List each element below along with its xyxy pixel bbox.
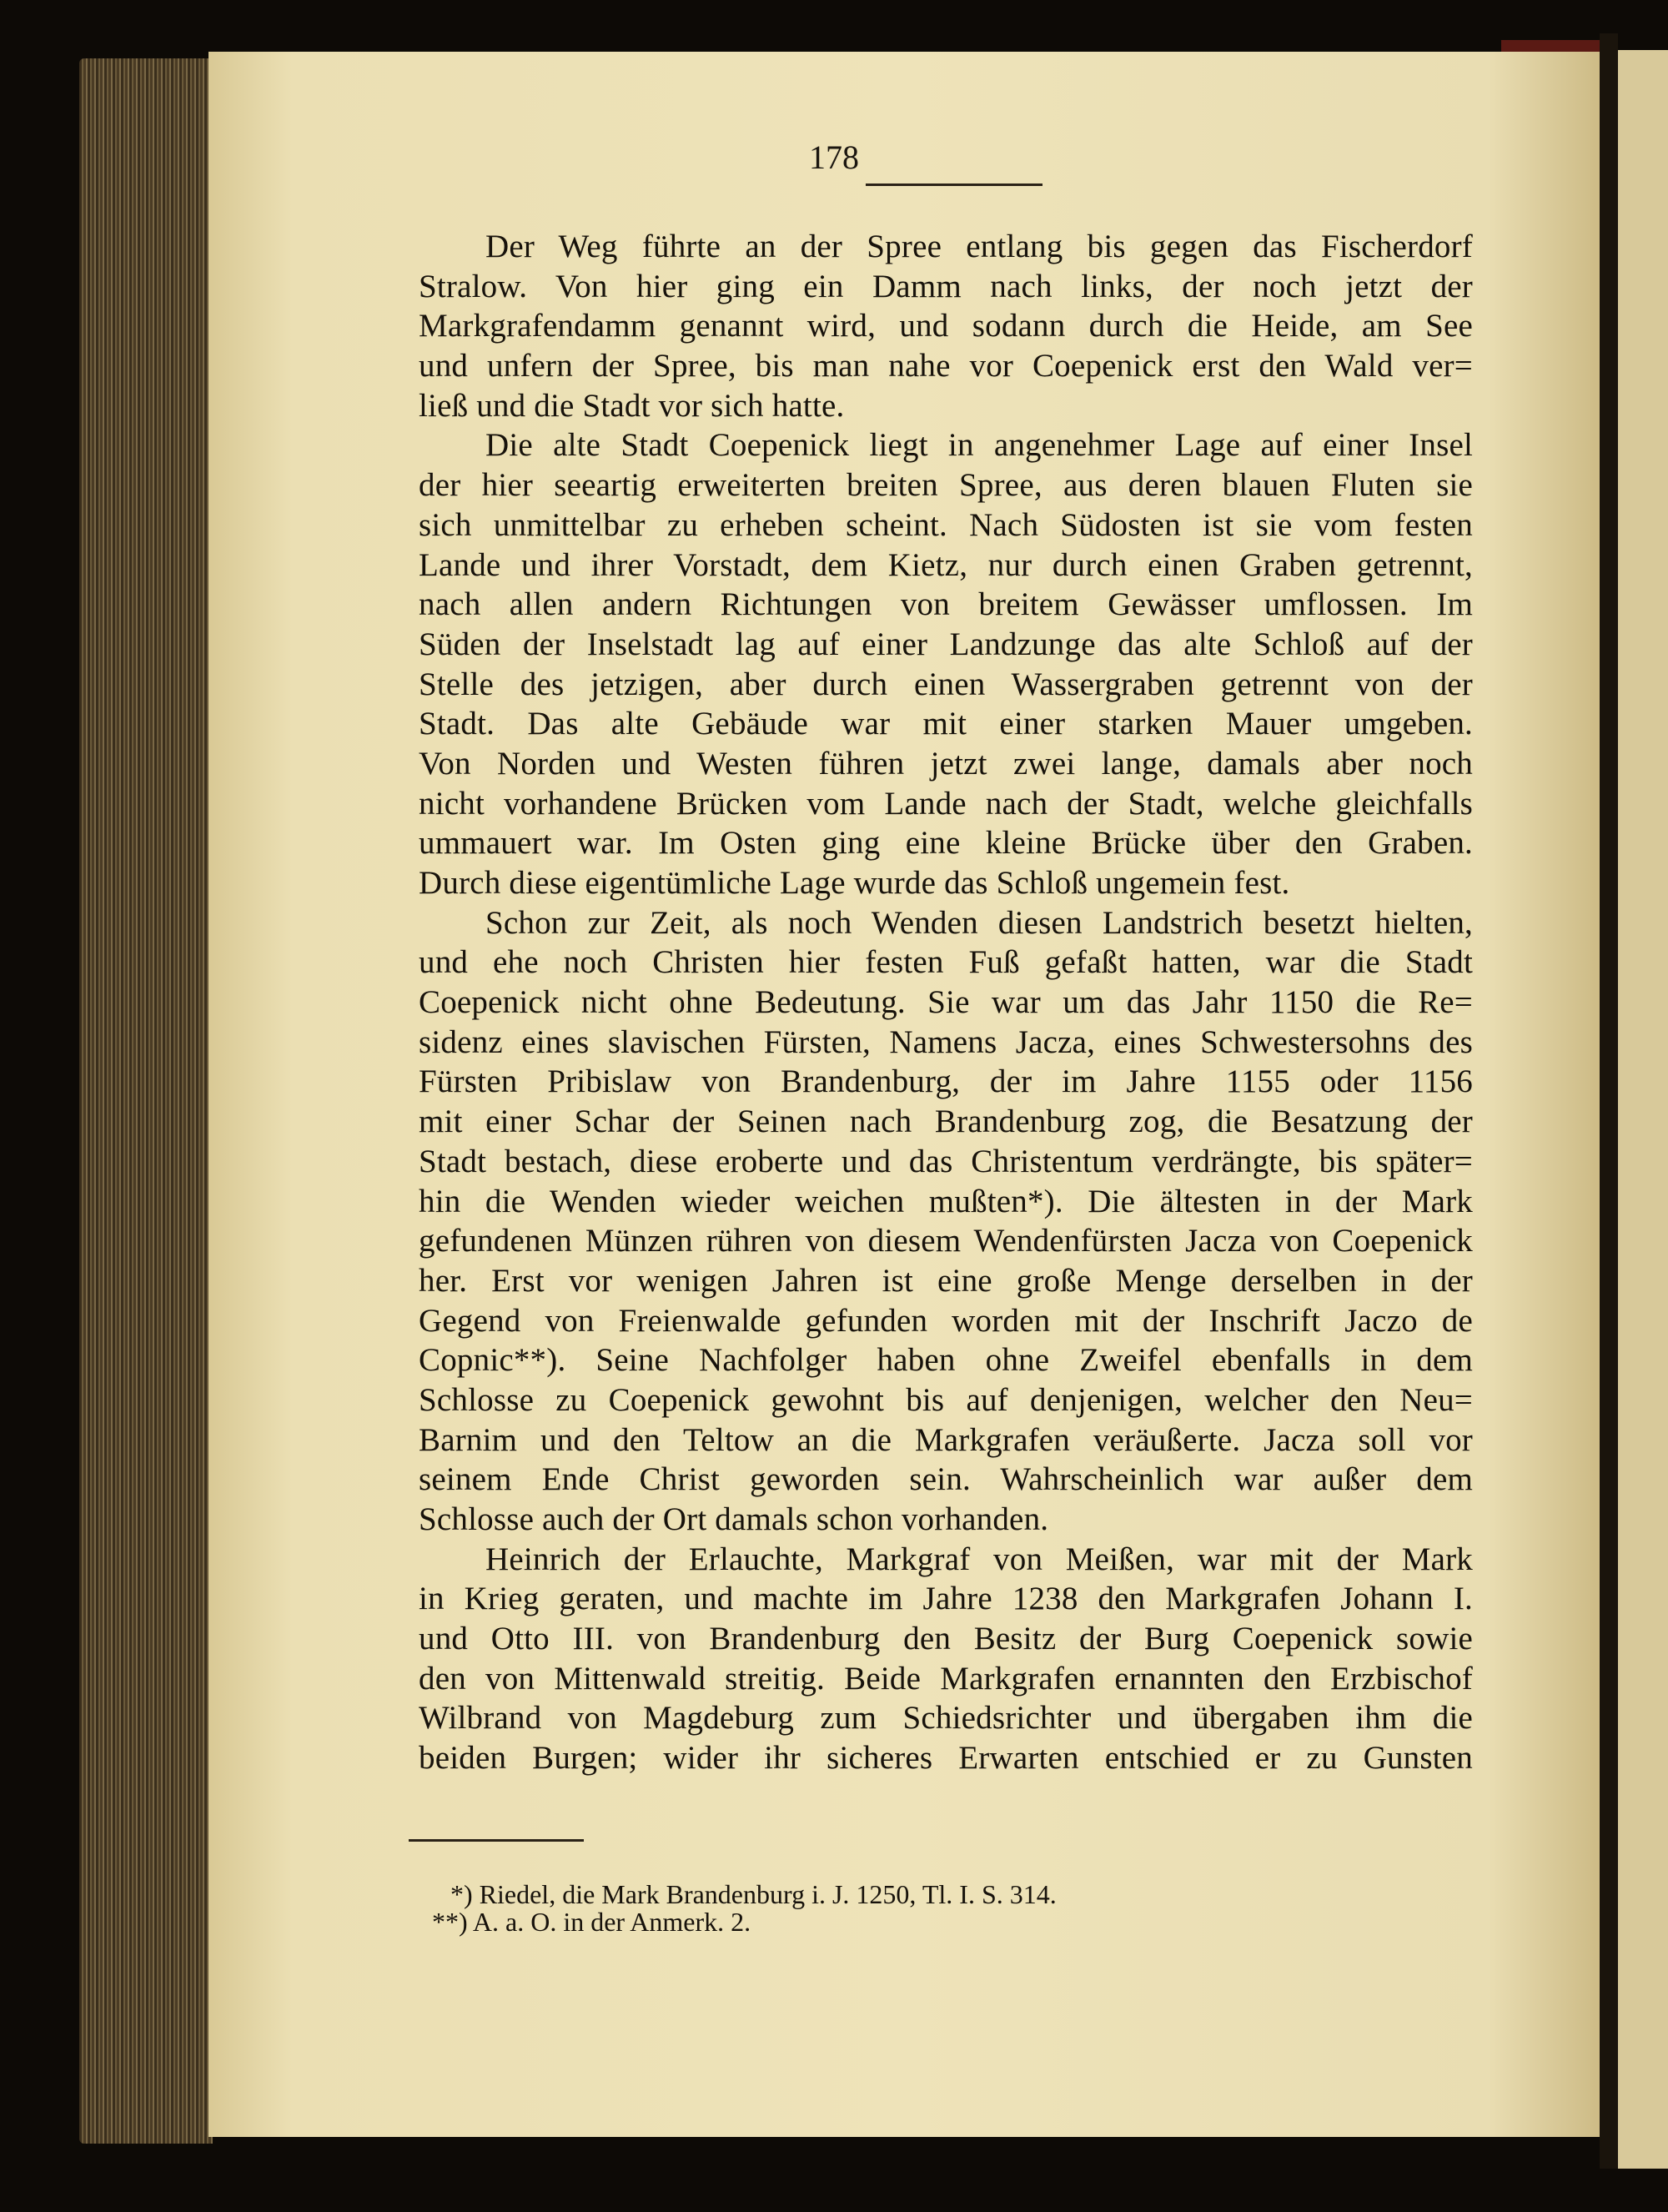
- facing-page: [1618, 50, 1668, 2169]
- book-cover-edge: [1501, 40, 1601, 52]
- text-line: hin die Wenden wieder weichen mußten*). Die ältesten in der Mark: [419, 1183, 1473, 1219]
- text-line: Heinrich der Erlauchte, Markgraf von Meißen, war mit der Mark: [485, 1541, 1473, 1577]
- text-line: Durch diese eigentümliche Lage wurde das Schloß ungemein fest.: [419, 865, 1290, 901]
- text-line: Stelle des jetzigen, aber durch einen Wassergraben getrennt von der: [419, 666, 1473, 702]
- header-rule: [866, 183, 1042, 186]
- text-line: nicht vorhandene Brücken vom Lande nach der Stadt, welche gleichfalls: [419, 785, 1473, 822]
- text-line: Von Norden und Westen führen jetzt zwei lange, damals aber noch: [419, 745, 1473, 782]
- text-line: Stadt. Das alte Gebäude war mit einer starken Mauer umgeben.: [419, 706, 1473, 742]
- text-line: ließ und die Stadt vor sich hatte.: [419, 387, 845, 424]
- text-line: in Krieg geraten, und machte im Jahre 1238 den Markgrafen Johann I.: [419, 1581, 1473, 1617]
- text-line: Schon zur Zeit, als noch Wenden diesen Landstrich besetzt hielten,: [485, 904, 1473, 941]
- text-line: seinem Ende Christ geworden sein. Wahrscheinlich war außer dem: [419, 1461, 1473, 1498]
- text-line: her. Erst vor wenigen Jahren ist eine große Menge derselben in der: [419, 1262, 1473, 1299]
- book-page-edges: [79, 58, 213, 2144]
- footnote-rule: [409, 1839, 584, 1842]
- text-line: Stadt bestach, diese eroberte und das Christentum verdrängte, bis später=: [419, 1143, 1473, 1179]
- text-line: und ehe noch Christen hier festen Fuß gefaßt hatten, war die Stadt: [419, 944, 1473, 981]
- text-line: Die alte Stadt Coepenick liegt in angenehmer Lage auf einer Insel: [485, 427, 1473, 464]
- text-line: sich unmittelbar zu erheben scheint. Nach Südosten ist sie vom festen: [419, 506, 1473, 543]
- footnote-1: *) Riedel, die Mark Brandenburg i. J. 1250, Tl. I. S. 314.: [450, 1879, 1057, 1909]
- footnotes: [432, 1879, 1057, 1937]
- text-line: gefundenen Münzen rühren von diesem Wendenfürsten Jacza von Coepenick: [419, 1223, 1473, 1259]
- text-line: sidenz eines slavischen Fürsten, Namens Jacza, eines Schwestersohns des: [419, 1023, 1473, 1060]
- text-line: Markgrafendamm genannt wird, und sodann durch die Heide, am See: [419, 308, 1473, 344]
- text-line: mit einer Schar der Seinen nach Brandenburg zog, die Besatzung der: [419, 1103, 1473, 1140]
- text-line: Gegend von Freienwalde gefunden worden mit der Inschrift Jaczo de: [419, 1302, 1473, 1339]
- book-gutter: [1600, 33, 1618, 2169]
- text-line: und unfern der Spree, bis man nahe vor Coepenick erst den Wald ver=: [419, 348, 1473, 385]
- body-text: [419, 227, 1473, 1778]
- text-line: Süden der Inselstadt lag auf einer Landzunge das alte Schloß auf der: [419, 626, 1473, 662]
- text-line: Copnic**). Seine Nachfolger haben ohne Zweifel ebenfalls in dem: [419, 1342, 1473, 1379]
- text-line: ummauert war. Im Osten ging eine kleine Brücke über den Graben.: [419, 825, 1473, 862]
- text-line: Der Weg führte an der Spree entlang bis gegen das Fischerdorf: [485, 229, 1473, 264]
- text-line: der hier seeartig erweiterten breiten Spree, aus deren blauen Fluten sie: [419, 467, 1473, 504]
- text-line: Barnim und den Teltow an die Markgrafen veräußerte. Jacza soll vor: [419, 1421, 1473, 1458]
- footnote-2: **) A. a. O. in der Anmerk. 2.: [432, 1907, 751, 1937]
- text-line: Lande und ihrer Vorstadt, dem Kietz, nur durch einen Graben getrennt,: [419, 546, 1473, 583]
- text-line: Schlosse zu Coepenick gewohnt bis auf denjenigen, welcher den Neu=: [419, 1381, 1473, 1418]
- text-line: beiden Burgen; wider ihr sicheres Erwarten entschied er zu Gunsten: [419, 1740, 1473, 1777]
- page-number: 178: [809, 138, 859, 176]
- text-line: Coepenick nicht ohne Bedeutung. Sie war um das Jahr 1150 die Re=: [419, 984, 1473, 1021]
- text-line: den von Mittenwald streitig. Beide Markgrafen ernannten den Erzbischof: [419, 1660, 1473, 1697]
- text-line: Wilbrand von Magdeburg zum Schiedsrichter und übergaben ihm die: [419, 1700, 1473, 1737]
- text-line: nach allen andern Richtungen von breitem Gewässer umflossen. Im: [419, 586, 1473, 623]
- text-line: Fürsten Pribislaw von Brandenburg, der im Jahre 1155 oder 1156: [419, 1063, 1473, 1100]
- text-line: und Otto III. von Brandenburg den Besitz der Burg Coepenick sowie: [419, 1621, 1473, 1657]
- text-line: Stralow. Von hier ging ein Damm nach links, der noch jetzt der: [419, 268, 1473, 304]
- text-line: Schlosse auch der Ort damals schon vorhanden.: [419, 1501, 1049, 1537]
